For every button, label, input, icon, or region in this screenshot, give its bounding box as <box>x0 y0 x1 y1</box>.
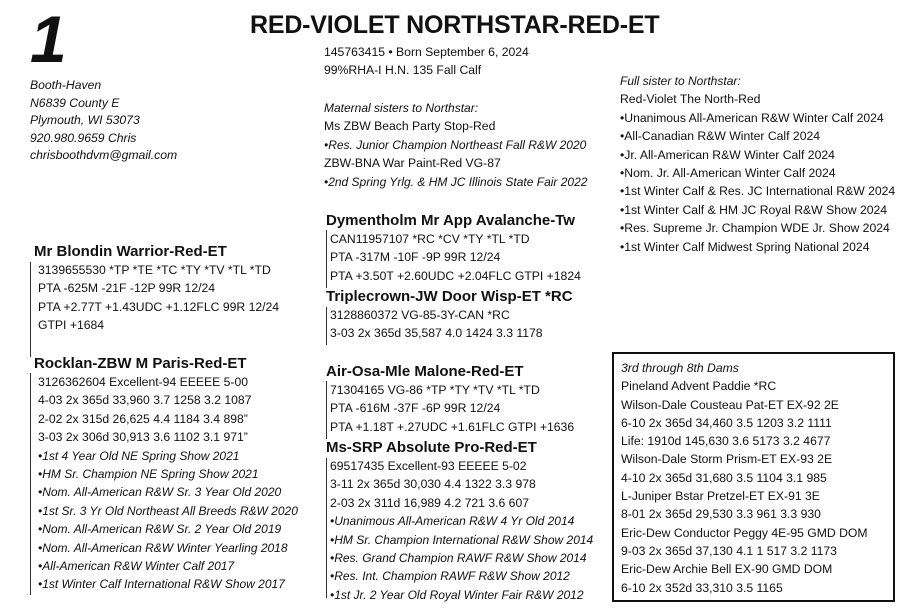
dams-box-content <box>621 359 868 597</box>
dams-dam-name: Ms-SRP Absolute Pro-Red-ET <box>326 439 537 456</box>
dam-detail-line: •All-American R&W Winter Calf 2017 <box>38 559 235 574</box>
full-sister-heading: Full sister to Northstar: <box>620 74 741 88</box>
sires-dam-block <box>326 287 573 343</box>
dams-box-line: Wilson-Dale Storm Prism-ET EX-93 2E <box>621 452 833 467</box>
maternal-sisters-list <box>324 117 587 191</box>
dam-detail-line: •Nom. All-American R&W Sr. 2 Year Old 2019 <box>38 522 282 537</box>
consignor-phone: 920.980.9659 Chris <box>30 130 137 145</box>
dams-dam-detail-line: •HM Sr. Champion International R&W Show 2014 <box>330 532 594 547</box>
sires-dam-details <box>326 306 573 343</box>
dams-dam-detail-line: 2-03 2x 311d 16,989 4.2 721 3.6 607 <box>330 495 530 510</box>
award-line: •1st Winter Calf Midwest Spring National 2024 <box>620 239 870 254</box>
sires-sire-detail-line: PTA -317M -10F -9P 99R 12/24 <box>330 250 501 265</box>
sire-detail-line: PTA -625M -21F -12P 99R 12/24 <box>38 281 216 296</box>
registration-line: 145763415 • Born September 6, 2024 <box>324 45 529 59</box>
breed-line: 99%RHA-I H.N. 135 Fall Calf <box>324 63 482 78</box>
animal-info <box>324 43 529 80</box>
dam-detail-line: •1st Winter Calf International R&W Show 2017 <box>38 577 285 592</box>
maternal-sisters <box>324 99 587 191</box>
dams-sire-name: Air-Osa-Mle Malone-Red-ET <box>326 363 524 380</box>
dams-box-line: Wilson-Dale Cousteau Pat-ET EX-92 2E <box>621 397 839 412</box>
sires-sire-block <box>326 211 581 285</box>
dam-detail-line: •1st Sr. 3 Yr Old Northeast All Breeds R&W 2020 <box>38 503 298 518</box>
dams-dam-detail-line: 69517435 Excellent-93 EEEEE 5-02 <box>330 459 527 473</box>
sire-details <box>34 261 279 335</box>
dams-dam-detail-line: •Res. Grand Champion RAWF R&W Show 2014 <box>330 551 587 566</box>
consignor-contact <box>30 77 177 165</box>
dam-detail-line: 4-03 2x 365d 33,960 3.7 1258 3.2 1087 <box>38 393 252 408</box>
pedigree-bracket <box>30 262 31 357</box>
sire-name: Mr Blondin Warrior-Red-ET <box>34 243 227 260</box>
dams-box-line: Life: 1910d 145,630 3.6 5173 3.2 4677 <box>621 434 831 449</box>
consignor-email: chrisboothdvm@gmail.com <box>30 148 178 163</box>
dams-dam-detail-line: •Unanimous All-American R&W 4 Yr Old 2014 <box>330 514 575 529</box>
dam-details <box>34 373 298 594</box>
sires-sire-name: Dymentholm Mr App Avalanche-Tw <box>326 212 575 229</box>
sires-dam-name: Triplecrown-JW Door Wisp-ET *RC <box>326 288 573 305</box>
maternal-sister-line: Ms ZBW Beach Party Stop-Red <box>324 119 496 134</box>
dams-box-line: 6-10 2x 365d 34,460 3.5 1203 3.2 1111 <box>621 415 832 430</box>
sires-dam-detail-line: 3128860372 VG-85-3Y-CAN *RC <box>330 308 510 322</box>
sire-detail-line: GTPI +1684 <box>38 318 105 333</box>
award-line: •1st Winter Calf & HM JC Royal R&W Show 2024 <box>620 202 888 217</box>
dam-name: Rocklan-ZBW M Paris-Red-ET <box>34 355 247 372</box>
sires-sire-detail-line: CAN11957107 *RC *CV *TY *TL *TD <box>330 232 530 246</box>
dams-box-line: Eric-Dew Conductor Peggy 4E-95 GMD DOM <box>621 525 868 540</box>
award-line: •Unanimous All-American R&W Winter Calf 2024 <box>620 110 884 125</box>
dams-dam-block <box>326 438 593 604</box>
dams-box-line: 6-10 2x 352d 33,310 3.5 1165 <box>621 580 783 595</box>
sire-block <box>34 242 279 335</box>
sire-detail-line: 3139655530 *TP *TE *TC *TY *TV *TL *TD <box>38 263 271 277</box>
sires-sire-details <box>326 230 581 285</box>
full-sister-awards <box>620 109 895 256</box>
consignor-address: N6839 County E <box>30 95 120 110</box>
dams-box <box>612 352 895 602</box>
dam-block <box>34 354 298 594</box>
consignor-farm: Booth-Haven <box>30 78 102 92</box>
full-sister-name: Red-Violet The North-Red <box>620 92 761 107</box>
maternal-sisters-heading: Maternal sisters to Northstar: <box>324 101 479 115</box>
dam-detail-line: 3-03 2x 306d 30,913 3.6 1102 3.1 971” <box>38 430 248 445</box>
dams-dam-detail-line: 3-11 2x 365d 30,030 4.4 1322 3.3 978 <box>330 477 536 492</box>
dams-box-line: 8-01 2x 365d 29,530 3.3 961 3.3 930 <box>621 507 821 522</box>
dams-sire-detail-line: 71304165 VG-86 *TP *TY *TV *TL *TD <box>330 383 540 397</box>
dams-dam-detail-line: •1st Jr. 2 Year Old Royal Winter Fair R&W 2012 <box>330 587 584 602</box>
dams-sire-detail-line: PTA +1.18T +.27UDC +1.61FLC GTPI +1636 <box>330 419 575 434</box>
maternal-sister-line: ZBW-BNA War Paint-Red VG-87 <box>324 156 501 171</box>
dams-box-line: Pineland Advent Paddie *RC <box>621 379 777 394</box>
dams-box-line: L-Juniper Bstar Pretzel-ET EX-91 3E <box>621 489 820 504</box>
dams-box-line: 9-03 2x 365d 37,130 4.1 1 517 3.2 1173 <box>621 543 837 558</box>
dam-detail-line: 3126362604 Excellent-94 EEEEE 5-00 <box>38 375 249 389</box>
dams-sire-details <box>326 381 574 436</box>
dams-dam-details <box>326 457 593 604</box>
sires-dam-detail-line: 3-03 2x 365d 35,587 4.0 1424 3.3 1178 <box>330 326 543 341</box>
sires-sire-detail-line: PTA +3.50T +2.60UDC +2.04FLC GTPI +1824 <box>330 268 581 283</box>
dam-detail-line: •Nom. All-American R&W Winter Yearling 2018 <box>38 540 288 555</box>
dams-box-line: 3rd through 8th Dams <box>621 361 739 375</box>
maternal-sister-line: •2nd Spring Yrlg. & HM JC Illinois State Fair 2022 <box>324 174 588 189</box>
dam-detail-line: 2-02 2x 315d 26,625 4.4 1184 3.4 898” <box>38 411 248 426</box>
award-line: •Nom. Jr. All-American Winter Calf 2024 <box>620 166 836 181</box>
dams-sire-detail-line: PTA -616M -37F -6P 99R 12/24 <box>330 401 501 416</box>
award-line: •1st Winter Calf & Res. JC International R&W 2024 <box>620 184 896 199</box>
dams-sire-block <box>326 362 574 436</box>
pedigree-bracket <box>30 373 31 595</box>
sire-detail-line: PTA +2.77T +1.43UDC +1.12FLC 99R 12/24 <box>38 299 280 314</box>
full-sister <box>620 72 895 256</box>
dam-detail-line: •1st 4 Year Old NE Spring Show 2021 <box>38 448 240 463</box>
consignor-city: Plymouth, WI 53073 <box>30 113 140 128</box>
dams-box-line: Eric-Dew Archie Bell EX-90 GMD DOM <box>621 562 833 577</box>
page-title: RED-VIOLET NORTHSTAR-RED-ET <box>250 11 660 39</box>
award-line: •Jr. All-American R&W Winter Calf 2024 <box>620 147 835 162</box>
dams-dam-detail-line: •Res. Int. Champion RAWF R&W Show 2012 <box>330 569 570 584</box>
dams-box-line: 4-10 2x 365d 31,680 3.5 1104 3.1 985 <box>621 470 827 485</box>
dam-detail-line: •Nom. All-American R&W Sr. 3 Year Old 2020 <box>38 485 282 500</box>
award-line: •Res. Supreme Jr. Champion WDE Jr. Show 2024 <box>620 221 890 236</box>
lot-number: 1 <box>30 2 67 76</box>
maternal-sister-line: •Res. Junior Champion Northeast Fall R&W 2020 <box>324 137 587 152</box>
dam-detail-line: •HM Sr. Champion NE Spring Show 2021 <box>38 467 259 482</box>
award-line: •All-Canadian R&W Winter Calf 2024 <box>620 129 821 144</box>
